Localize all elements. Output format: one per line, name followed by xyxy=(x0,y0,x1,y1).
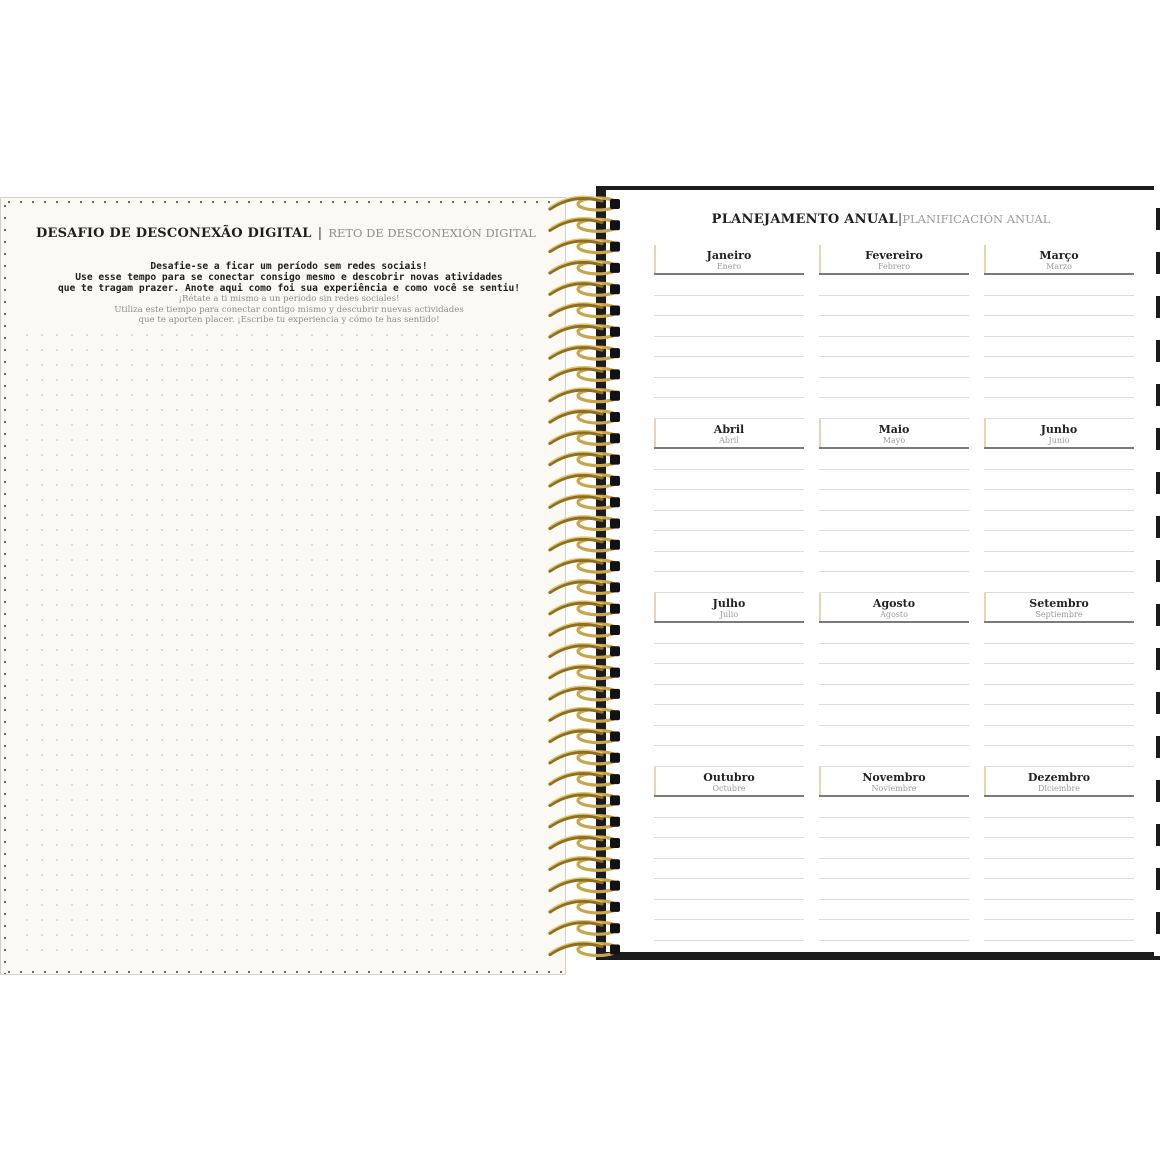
month-may xyxy=(819,419,969,589)
writing-line xyxy=(984,490,1134,511)
month-writing-lines[interactable] xyxy=(654,449,804,593)
writing-line xyxy=(654,685,804,706)
month-name-es: Julio xyxy=(719,610,739,619)
month-name: Dezembro xyxy=(1027,771,1091,784)
writing-line xyxy=(654,572,804,593)
writing-line xyxy=(654,879,804,900)
month-september xyxy=(984,593,1134,763)
month-march xyxy=(984,245,1134,415)
writing-line xyxy=(654,623,804,644)
month-header xyxy=(984,245,1134,275)
writing-line xyxy=(819,705,969,726)
month-header xyxy=(654,419,804,449)
writing-line xyxy=(654,378,804,399)
writing-line xyxy=(984,337,1134,358)
month-name: Março xyxy=(1039,249,1079,262)
writing-line xyxy=(819,511,969,532)
month-name: Janeiro xyxy=(706,249,752,262)
writing-line xyxy=(984,685,1134,706)
month-name-es: Agosto xyxy=(880,610,908,619)
month-header xyxy=(984,419,1134,449)
writing-line xyxy=(654,470,804,491)
writing-line xyxy=(984,644,1134,665)
intro-pt-line-1: Desafie-se a ficar um período sem redes sociais! xyxy=(150,261,428,272)
month-name-es: Noviembre xyxy=(871,784,917,793)
writing-line xyxy=(984,378,1134,399)
month-writing-lines[interactable] xyxy=(654,275,804,419)
right-page xyxy=(606,190,1156,952)
month-november xyxy=(819,767,969,937)
left-intro-text xyxy=(21,261,557,326)
writing-line xyxy=(984,623,1134,644)
writing-line xyxy=(654,511,804,532)
left-page xyxy=(0,197,566,975)
month-header xyxy=(984,767,1134,797)
writing-line xyxy=(819,644,969,665)
month-writing-lines[interactable] xyxy=(654,623,804,767)
month-writing-lines[interactable] xyxy=(819,275,969,419)
month-december xyxy=(984,767,1134,937)
writing-line xyxy=(819,920,969,941)
right-title-main: PLANEJAMENTO ANUAL xyxy=(711,212,898,227)
writing-line xyxy=(819,572,969,593)
writing-line xyxy=(819,296,969,317)
writing-line xyxy=(984,531,1134,552)
writing-line xyxy=(654,316,804,337)
writing-line xyxy=(984,275,1134,296)
month-name-es: Enero xyxy=(716,262,742,271)
writing-line xyxy=(654,818,804,839)
writing-line xyxy=(654,398,804,419)
writing-line xyxy=(819,879,969,900)
left-page-title xyxy=(36,226,536,241)
writing-line xyxy=(819,818,969,839)
writing-line xyxy=(984,879,1134,900)
writing-line xyxy=(819,797,969,818)
month-writing-lines[interactable] xyxy=(819,449,969,593)
writing-line xyxy=(654,900,804,921)
left-title-separator: | xyxy=(317,226,323,241)
writing-line xyxy=(819,378,969,399)
writing-line xyxy=(654,275,804,296)
month-name-es: Diciembre xyxy=(1037,784,1080,793)
writing-line xyxy=(984,818,1134,839)
intro-es-line-3: que te aporten placer. ¡Escribe tu experiencia y cómo te has sentido! xyxy=(138,315,440,325)
month-name-es: Febrero xyxy=(877,262,911,271)
writing-line xyxy=(984,726,1134,747)
writing-line xyxy=(984,900,1134,921)
writing-line xyxy=(984,572,1134,593)
writing-line xyxy=(819,316,969,337)
writing-line xyxy=(819,531,969,552)
writing-line xyxy=(819,726,969,747)
month-july xyxy=(654,593,804,763)
writing-line xyxy=(984,797,1134,818)
left-title-main: DESAFIO DE DESCONEXÃO DIGITAL xyxy=(36,226,312,241)
intro-es-line-2: Utiliza este tiempo para conectar contigo mismo y descubrir nuevas actividades xyxy=(114,304,464,315)
writing-line xyxy=(654,449,804,470)
writing-line xyxy=(819,900,969,921)
spiral-binding xyxy=(532,190,628,960)
writing-line xyxy=(654,920,804,941)
month-name: Outubro xyxy=(703,771,755,784)
writing-line xyxy=(654,552,804,573)
writing-line xyxy=(819,357,969,378)
intro-pt-line-3: que te tragam prazer. Anote aqui como foi sua experiência e como você se sentiu! xyxy=(57,283,521,294)
writing-line xyxy=(654,490,804,511)
writing-line xyxy=(984,920,1134,941)
writing-line xyxy=(819,337,969,358)
writing-line xyxy=(819,664,969,685)
right-title-separator: | xyxy=(897,212,903,227)
writing-line xyxy=(819,449,969,470)
month-name: Agosto xyxy=(872,597,916,610)
month-writing-lines[interactable] xyxy=(984,797,1134,941)
month-writing-lines[interactable] xyxy=(984,449,1134,593)
month-writing-lines[interactable] xyxy=(819,623,969,767)
writing-line xyxy=(654,705,804,726)
writing-line xyxy=(984,449,1134,470)
month-august xyxy=(819,593,969,763)
writing-line xyxy=(654,664,804,685)
writing-line xyxy=(819,490,969,511)
writing-line xyxy=(819,470,969,491)
month-name: Fevereiro xyxy=(865,249,923,262)
writing-line xyxy=(654,746,804,767)
writing-line xyxy=(984,705,1134,726)
writing-line xyxy=(984,746,1134,767)
month-header xyxy=(984,593,1134,623)
month-april xyxy=(654,419,804,589)
writing-line xyxy=(654,859,804,880)
writing-line xyxy=(984,296,1134,317)
writing-line xyxy=(984,859,1134,880)
writing-line xyxy=(819,859,969,880)
writing-line xyxy=(984,357,1134,378)
writing-line xyxy=(654,337,804,358)
month-header xyxy=(819,767,969,797)
month-writing-lines[interactable] xyxy=(984,275,1134,419)
month-name: Maio xyxy=(878,423,910,436)
intro-pt-line-2: Use esse tempo para se conectar consigo mesmo e descobrir novas atividades xyxy=(75,272,503,283)
month-name: Julho xyxy=(712,597,746,610)
writing-line xyxy=(984,316,1134,337)
month-header xyxy=(819,419,969,449)
writing-line xyxy=(819,685,969,706)
writing-line xyxy=(819,552,969,573)
month-october xyxy=(654,767,804,937)
month-name: Setembro xyxy=(1029,597,1089,610)
month-name-es: Junio xyxy=(1048,436,1070,445)
month-header xyxy=(654,245,804,275)
month-header xyxy=(819,593,969,623)
writing-line xyxy=(654,838,804,859)
writing-line xyxy=(819,838,969,859)
writing-line xyxy=(819,746,969,767)
month-name-es: Abril xyxy=(719,436,739,445)
intro-es-line-1: ¡Rétate a ti mismo a un período sin redes sociales! xyxy=(178,294,400,304)
month-name: Junho xyxy=(1040,423,1078,436)
writing-line xyxy=(984,838,1134,859)
writing-line xyxy=(984,470,1134,491)
writing-line xyxy=(819,398,969,419)
month-february xyxy=(819,245,969,415)
month-header xyxy=(654,593,804,623)
writing-line xyxy=(819,623,969,644)
month-name: Novembro xyxy=(862,771,926,784)
month-name-es: Marzo xyxy=(1046,262,1072,271)
writing-line xyxy=(654,531,804,552)
month-writing-lines[interactable] xyxy=(819,797,969,941)
right-title-sub: PLANIFICACIÓN ANUAL xyxy=(902,212,1051,226)
writing-line xyxy=(654,357,804,378)
writing-line xyxy=(984,398,1134,419)
month-name: Abril xyxy=(713,423,745,436)
writing-line xyxy=(654,797,804,818)
writing-line xyxy=(819,275,969,296)
writing-line xyxy=(984,664,1134,685)
month-january xyxy=(654,245,804,415)
month-name-es: Mayo xyxy=(882,436,906,445)
dot-grid-writing-area[interactable] xyxy=(23,331,535,951)
month-june xyxy=(984,419,1134,589)
month-writing-lines[interactable] xyxy=(984,623,1134,767)
month-name-es: Octubre xyxy=(712,784,746,793)
writing-line xyxy=(654,296,804,317)
writing-line xyxy=(984,511,1134,532)
right-page-title xyxy=(606,212,1156,227)
writing-line xyxy=(984,552,1134,573)
month-header xyxy=(654,767,804,797)
writing-line xyxy=(654,644,804,665)
month-header xyxy=(819,245,969,275)
month-name-es: Septiembre xyxy=(1035,610,1083,619)
writing-line xyxy=(654,726,804,747)
month-writing-lines[interactable] xyxy=(654,797,804,941)
left-title-sub: RETO DE DESCONEXIÓN DIGITAL xyxy=(328,226,536,240)
